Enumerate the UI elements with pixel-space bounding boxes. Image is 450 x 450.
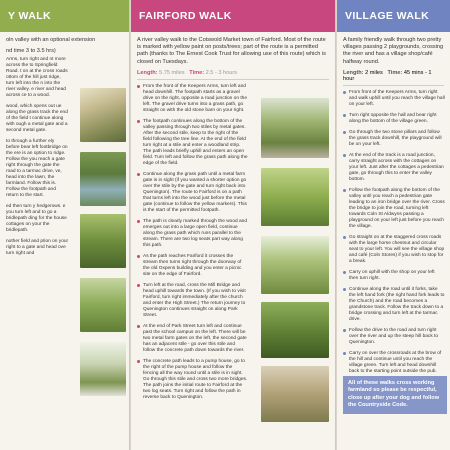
woodland-photo [80,214,126,268]
time-value: 2.5 - 3 hours [205,69,238,76]
village-walk-length [337,68,450,85]
fairford-step: From the front of the Keepers Arms, turn left and head downhill. The footpath starts as a gravel drive on the right, opposite a road junction on the left. The gravel drive turns into a grass path, go straight on with the old stone barn on your right. [137,84,248,114]
fairford-walk-title: FAIRFORD WALK [131,0,335,32]
time-value: 45 mins - 1 hour [343,69,432,82]
village-step: From front of the Keepers Arms, turn right and walk uphill until you reach the village hall on your left. [343,90,445,108]
left-walk-step: to through a further ely before bear left footbridge on the ere is an option to ridge. Follow the you reach a gate right through the gate the road to a tarmac drive, ve, head into the lawn, the farmland. Follow this is. Follow the footpath and return to the start. [6,139,68,199]
village-step: Go straight on at the staggered cross roads with the large horse chestnut and circular seat to your left. You will see the village shop and café (Coln Stores) if you wish to stop for a break. [343,235,445,265]
village-step: Carry on uphill with the shop on your left then turn right. [343,270,445,282]
left-walk-step: Arms, turn right and nt more across the to Springfield Road. t on at the cross roads ottom of the hill just ridge, turn left into the n into the river valley. e river and head across ce to a wood. [6,57,68,99]
countryside-code-note: All of these walks cross working farmland so please be respectful, close up after your dog and follow the Countryside Code. [343,376,447,414]
field-path-photo [261,236,329,294]
length-value: 5.75 miles [159,69,185,76]
left-walk-steps [0,57,74,257]
fairford-step: The concrete path leads to a pump house, go to the right of the pump house and follow the fencing all the way round until a stile is in sight. Go through this stile and cross two more bridges. The path joins the initial route to Fairford at the two log seats. Turn right and follow the path in reverse back to Quenington. [137,359,248,401]
length-label: Length: [343,69,364,76]
village-step: Continue along the road until it forks, take the left hand fork (the right hand fork leads to the Church) and the road becomes a grandstone track. Follow the track down to a bridge crossing and turn left at the tarmac drive. [343,287,445,323]
left-walk-length: nd time 3 to 3.5 hrs) [6,48,56,55]
village-step: Follow the drive to the road and turn right over the river and up the steep hill back to Quenington. [343,328,445,346]
church-photo [261,366,329,422]
fairford-walk-panel [131,0,335,450]
fairford-walk-length [131,68,335,79]
village-step: Go through the two stone pillars and follow the grass track downhill, the playground will be on your left. [343,130,445,148]
section-divider [137,79,329,80]
village-street-photo [261,98,329,158]
left-walk-step: wood, which opens out ue along the grass track the end of the field t continue along with ough a metal gate and a second metal gate. [6,104,68,134]
riverside-photo [80,88,126,142]
fairford-step: The path is clearly marked through the wood and emerges out into a large open field, continue along the grass path which runs parallel to the stream. There are two log seats part way along this path. [137,219,248,249]
time-label: Time: [189,69,205,76]
fairford-walk-intro: A river valley walk to the Cotswold Market town of Fairford. Most of the route is marked with yellow paint on posts/trees; part of the route is a permitted path (thanks to The Ernest Cook Trust for allowing use of this route) which is closed on Tuesdays. [137,37,326,65]
section-divider [343,85,444,86]
time-label: Time: [387,69,403,76]
length-value: 2 miles [365,69,383,76]
fairford-step: Continue along the grass path until a metal farm gate is in sight (if you wanted a shorter option go over the stile by the gate and turn right back into Quenington). The route to Fairford is on a path that turns left into the wood just before the metal gate (continue to follow the yellow markers). This is the start of the permitted footpath. [137,172,248,214]
village-step: Carry on over the crossroads at the brow of the hill and continue until you reach the village green. Turn left and head downhill back to the starting point outside the pub. [343,351,445,375]
fairford-step: As the path reaches Fairford it crosses the stream then turns right through the doorway of the old Oxpens building and you enter a picnic site on the edge of Fairford. [137,254,248,278]
village-walk-steps [337,90,450,375]
pond-photo [80,152,126,206]
river-reeds-photo [261,168,329,226]
left-walk-intro: oln valley with an optional extension [6,37,96,43]
village-step: At the end of the track is a road junction, carry straight across with the cottages on your left. Just after the cottages a pedestrian gate, go through this to enter the valley bottom. [343,153,445,183]
fairford-step: Turn left at the road, cross the Mill Bridge and head uphill towards the town. (If you wish to visit Fairford, turn right immediately after the church and enter the High Street.) The return journey to Quenington continues straight on along Park Street. [137,283,248,319]
left-walk-step: ed then turn y hedgerows. e you turn left and to go a bridlepath ding for the house cottages on your the bridlepath. [6,204,67,234]
left-walk-title: Y WALK [0,0,129,32]
fairford-step: The footpath continues along the bottom of the valley passing through two stiles by metal gates. After the second stile, keep to the right of the field following the tree line. At the end of the field turn right at a stile and enter a woodland strip. The path leads briefly uphill and enters an open field. Turn left and follow the grass path along the edge of the field. [137,119,248,167]
length-label: Length: [137,69,158,76]
meadow-photo [80,278,126,332]
village-walk-intro: A family friendly walk through two pretty villages passing 2 playgrounds, crossing the river and has a village shop/café halfway round. [343,37,444,65]
fairford-walk-steps [131,84,253,401]
village-step: Turn right opposite the hall and bear right along the bottom of the village green. [343,113,445,125]
left-walk-step: nother field and ption on your right to a gate and head ove turn right and [6,239,69,257]
left-walk-panel [0,0,129,450]
farm-fence-photo [80,342,126,396]
village-step: Follow the footpath along the bottom of the valley until you reach a pedestrian gate leading to an iron bridge over the river. Cross the bridge to join the road, turning left towards Coln St Aldwyns passing a playground on your left just before you reach the village. [343,188,445,230]
fairford-step: At the end of Park Street turn left and continue past the school campus on the left. There will be two metal farm gates on the left, the second gate has an adjacent stile - go over this stile and follow the concrete path down towards the river. [137,324,248,354]
village-walk-title: VILLAGE WALK [337,0,450,32]
tree-lined-path-photo [261,302,329,358]
